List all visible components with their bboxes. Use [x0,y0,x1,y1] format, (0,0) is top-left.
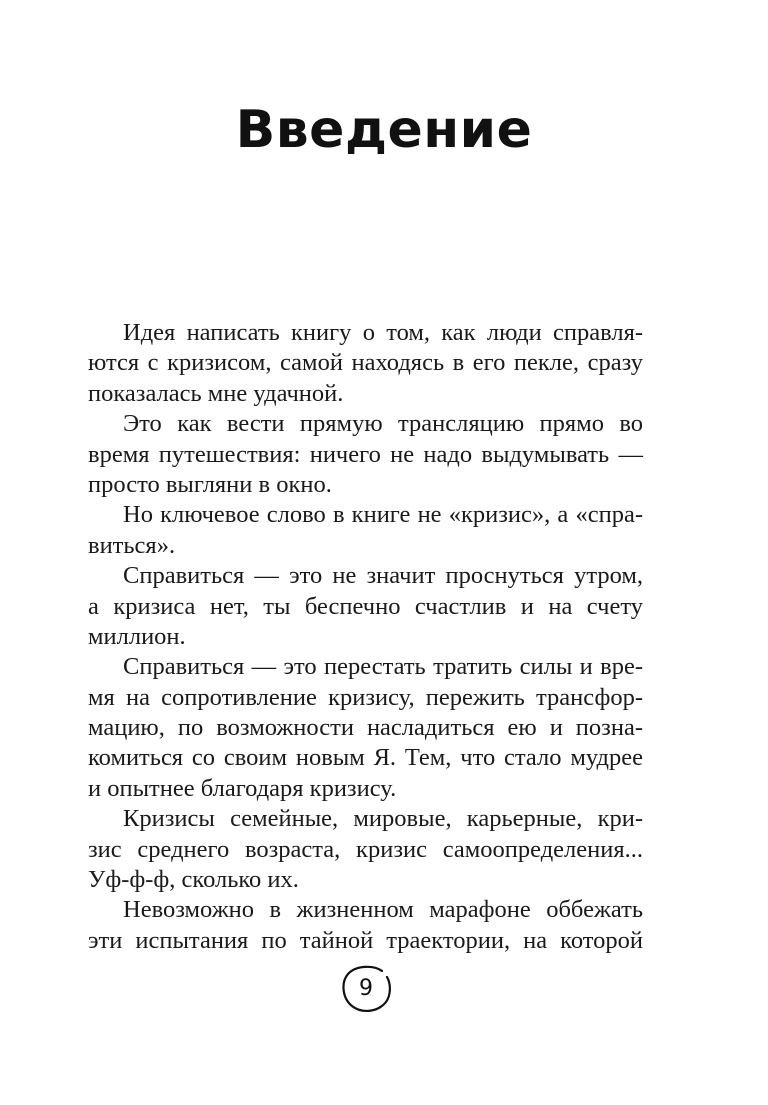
text-line: и опытнее благодаря кризису. [88,774,397,802]
text-line: показалась мне удачной. [88,379,344,407]
text-line: виться». [88,531,176,559]
chapter-title: Введение [235,100,533,160]
text-line: зис среднего возраста, кризис самоопределения... [88,835,643,863]
text-line: Справиться — это не значит проснуться утром, [123,562,643,590]
page-number-badge [338,962,394,1016]
page-number: 9 [359,976,373,1001]
text-line: Это как вести прямую трансляцию прямо во [123,410,643,438]
text-line: мя на сопротивление кризису, пережить трансфор- [88,683,643,711]
text-line: Справиться — это перестать тратить силы и вре- [123,653,643,681]
text-line: Невозможно в жизненном марафоне оббежать [123,896,643,924]
text-line: мацию, по возможности насладиться ею и позна- [88,714,643,742]
text-line: Но ключевое слово в книге не «кризис», а «спра- [123,501,643,529]
text-line: время путешествия: ничего не надо выдумывать — [88,440,643,468]
text-line: просто выгляни в окно. [88,470,332,498]
text-line: Кризисы семейные, мировые, карьерные, кри- [123,805,643,833]
text-line: Идея написать книгу о том, как люди справля- [123,319,643,346]
text-line: а кризиса нет, ты беспечно счастлив и на счету [88,592,643,620]
text-line: эти испытания по тайной траектории, на которой [88,926,643,954]
text-line: комиться со своим новым Я. Тем, что стало мудрее [88,744,643,772]
text-line: Уф-ф-ф, сколько их. [88,866,299,894]
text-line: ются с кризисом, самой находясь в его пекле, сразу [88,349,643,377]
text-line: миллион. [88,622,186,650]
body-text [88,318,643,956]
